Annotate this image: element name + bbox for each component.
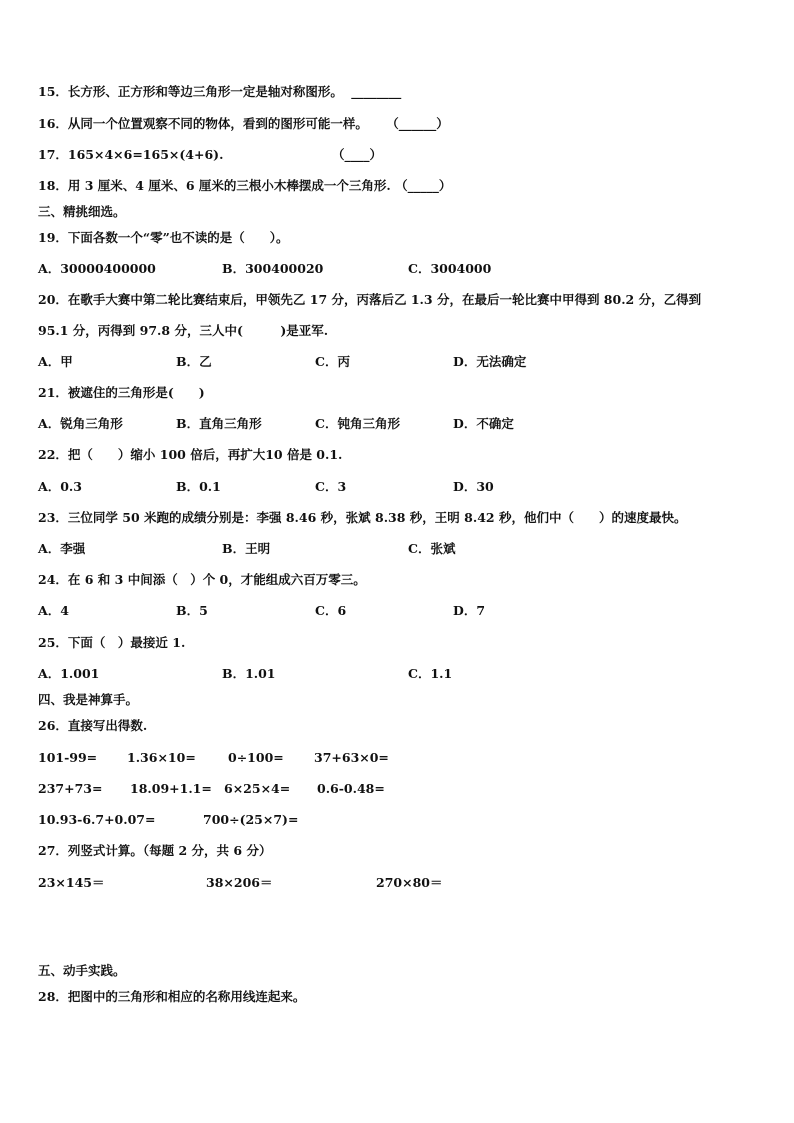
option-23-b[interactable]: B．王明 bbox=[222, 541, 271, 556]
question-22: 22．把（ ）缩小 100 倍后，再扩大10 倍是 0.1. bbox=[38, 447, 343, 462]
option-22-c[interactable]: C．3 bbox=[315, 479, 347, 494]
calc-item: 18.09+1.1= bbox=[130, 781, 212, 796]
option-20-b[interactable]: B．乙 bbox=[176, 354, 212, 369]
answer-blank[interactable]: （____） bbox=[332, 147, 383, 162]
calc-item: 101-99= bbox=[38, 750, 98, 765]
question-19: 19．下面各数一个“零”也不读的是（ ）。 bbox=[38, 230, 289, 245]
answer-blank[interactable]: （_____） bbox=[395, 178, 452, 193]
option-19-b[interactable]: B．300400020 bbox=[222, 261, 324, 276]
option-25-c[interactable]: C．1.1 bbox=[408, 666, 453, 681]
question-26: 26．直接写出得数. bbox=[38, 718, 148, 733]
calc-item: 700÷(25×7)= bbox=[203, 812, 299, 827]
option-25-b[interactable]: B．1.01 bbox=[222, 666, 276, 681]
question-16 bbox=[38, 116, 449, 132]
answer-blank[interactable]: ________ bbox=[351, 84, 402, 99]
question-21: 21．被遮住的三角形是( ) bbox=[38, 385, 205, 400]
option-20-c[interactable]: C．丙 bbox=[315, 354, 350, 369]
question-25: 25．下面（ ）最接近 1. bbox=[38, 635, 186, 650]
option-23-c[interactable]: C．张斌 bbox=[408, 541, 456, 556]
option-22-d[interactable]: D．30 bbox=[453, 479, 494, 494]
option-20-a[interactable]: A．甲 bbox=[38, 354, 73, 369]
option-22-a[interactable]: A．0.3 bbox=[38, 479, 82, 494]
vertical-calc-item: 23×145＝ bbox=[38, 875, 105, 890]
option-24-d[interactable]: D．7 bbox=[453, 603, 486, 618]
option-21-d[interactable]: D．不确定 bbox=[453, 416, 514, 431]
vertical-calc-item: 270×80＝ bbox=[376, 875, 443, 890]
option-23-a[interactable]: A．李强 bbox=[38, 541, 86, 556]
section-title-5: 五、动手实践。 bbox=[38, 963, 126, 978]
question-27: 27．列竖式计算。（每题 2 分，共 6 分） bbox=[38, 843, 272, 858]
question-18-text: 18．用 3 厘米、4 厘米、6 厘米的三根小木棒摆成一个三角形. bbox=[38, 178, 391, 193]
question-20: 20．在歌手大赛中第二轮比赛结束后，甲领先乙 17 分，丙落后乙 1.3 分，在最后一轮比赛中甲得到 80.2 分，乙得到 bbox=[38, 292, 702, 307]
question-16-text: 16．从同一个位置观察不同的物体，看到的图形可能一样。 bbox=[38, 116, 368, 131]
question-15 bbox=[38, 84, 401, 100]
question-15-text: 15．长方形、正方形和等边三角形一定是轴对称图形。 bbox=[38, 84, 343, 99]
question-17 bbox=[38, 147, 383, 163]
calc-item: 0÷100= bbox=[228, 750, 284, 765]
section-title-4: 四、我是神算手。 bbox=[38, 692, 139, 707]
option-24-b[interactable]: B．5 bbox=[176, 603, 208, 618]
option-24-a[interactable]: A．4 bbox=[38, 603, 69, 618]
option-20-d[interactable]: D．无法确定 bbox=[453, 354, 527, 369]
option-21-c[interactable]: C．钝角三角形 bbox=[315, 416, 400, 431]
section-title-3: 三、精挑细选。 bbox=[38, 204, 126, 219]
vertical-calc-item: 38×206＝ bbox=[206, 875, 273, 890]
option-25-a[interactable]: A．1.001 bbox=[38, 666, 100, 681]
calc-item: 237+73= bbox=[38, 781, 103, 796]
question-23: 23．三位同学 50 米跑的成绩分别是：李强 8.46 秒，张斌 8.38 秒，王明 8.42 秒，他们中（ ）的速度最快。 bbox=[38, 510, 687, 525]
calc-item: 1.36×10= bbox=[127, 750, 196, 765]
question-18 bbox=[38, 178, 451, 194]
calc-item: 6×25×4= bbox=[224, 781, 291, 796]
question-24: 24．在 6 和 3 中间添（ ）个 0，才能组成六百万零三。 bbox=[38, 572, 366, 587]
option-24-c[interactable]: C．6 bbox=[315, 603, 347, 618]
question-28: 28．把图中的三角形和相应的名称用线连起来。 bbox=[38, 989, 306, 1004]
answer-blank[interactable]: （______） bbox=[386, 116, 449, 131]
option-19-c[interactable]: C．3004000 bbox=[408, 261, 492, 276]
option-19-a[interactable]: A．30000400000 bbox=[38, 261, 156, 276]
calc-item: 0.6-0.48= bbox=[317, 781, 385, 796]
option-22-b[interactable]: B．0.1 bbox=[176, 479, 221, 494]
calc-item: 10.93-6.7+0.07= bbox=[38, 812, 156, 827]
option-21-b[interactable]: B．直角三角形 bbox=[176, 416, 262, 431]
option-21-a[interactable]: A．锐角三角形 bbox=[38, 416, 123, 431]
calc-item: 37+63×0= bbox=[314, 750, 389, 765]
question-20-cont: 95.1 分，丙得到 97.8 分，三人中( )是亚军. bbox=[38, 323, 329, 338]
question-17-text: 17．165×4×6=165×(4+6). bbox=[38, 147, 224, 162]
